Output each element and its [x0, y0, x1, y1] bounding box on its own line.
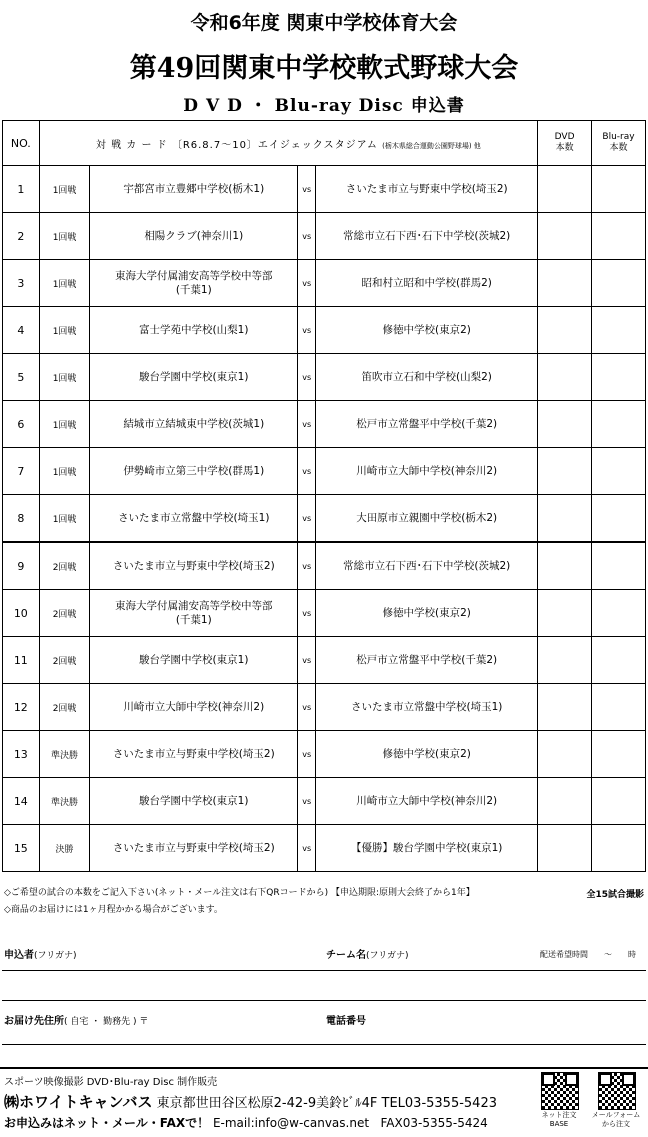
header-dvd [538, 121, 592, 166]
dvd-qty-cell[interactable] [538, 590, 592, 637]
row-home-team [90, 778, 298, 825]
applicant-label [4, 946, 77, 961]
row-vs: vs [298, 542, 316, 590]
company-name: ㈱ホワイトキャンバス [4, 1093, 153, 1111]
row-no: 1 [3, 166, 40, 213]
bluray-qty-cell[interactable] [592, 354, 646, 401]
row-vs: vs [298, 731, 316, 778]
dvd-qty-cell[interactable] [538, 778, 592, 825]
row-away-team: 修徳中学校(東京2) [316, 590, 538, 637]
row-home-team [90, 401, 298, 448]
row-round: 準決勝 [39, 778, 90, 825]
qr-mailform-label: メールフォーム から注文 [591, 1111, 641, 1128]
dvd-qty-cell[interactable] [538, 448, 592, 495]
row-round: 1回戦 [39, 307, 90, 354]
row-no: 10 [3, 590, 40, 637]
header-no: NO. [3, 121, 40, 166]
row-home-team [90, 354, 298, 401]
row-home-team [90, 260, 298, 307]
row-round: 準決勝 [39, 731, 90, 778]
row-no: 14 [3, 778, 40, 825]
bluray-qty-cell[interactable] [592, 166, 646, 213]
table-row [3, 637, 646, 684]
row-round: 1回戦 [39, 166, 90, 213]
phone-label: 電話番号 [326, 1016, 366, 1027]
table-row [3, 590, 646, 637]
row-home-team [90, 542, 298, 590]
table-row [3, 260, 646, 307]
home-team-name: 駿台学園中学校(東京1) [139, 371, 249, 383]
row-round: 1回戦 [39, 401, 90, 448]
home-team-name: 駿台学園中学校(東京1) [139, 795, 249, 807]
dvd-qty-cell[interactable] [538, 825, 592, 872]
bluray-qty-cell[interactable] [592, 307, 646, 354]
home-team-pref: (千葉1) [175, 284, 212, 296]
home-team-name: さいたま市立与野東中学校(埼玉2) [112, 842, 275, 854]
table-row [3, 213, 646, 260]
bluray-qty-cell[interactable] [592, 495, 646, 543]
row-away-team: 川崎市立大師中学校(神奈川2) [316, 778, 538, 825]
email-link[interactable]: E-mail:info@w-canvas.net [212, 1116, 370, 1130]
table-row [3, 731, 646, 778]
bluray-qty-cell[interactable] [592, 731, 646, 778]
row-away-team: 【優勝】駿台学園中学校(東京1) [316, 825, 538, 872]
tournament-title: 第49回関東中学校軟式野球大会 [129, 53, 519, 84]
row-round: 2回戦 [39, 637, 90, 684]
delivery-time-field[interactable]: 配送希望時間 〜 時 [540, 950, 636, 959]
home-team-name: 結城市立結城東中学校(茨城1) [123, 418, 265, 430]
row-vs: vs [298, 401, 316, 448]
row-home-team [90, 448, 298, 495]
row-vs: vs [298, 448, 316, 495]
row-vs: vs [298, 307, 316, 354]
row-home-team [90, 637, 298, 684]
team-label-text: チーム名 [326, 950, 366, 961]
dvd-qty-cell[interactable] [538, 260, 592, 307]
form-title: D V D ・ Blu-ray Disc 申込書 [183, 96, 465, 116]
row-away-team: 常総市立石下西･石下中学校(茨城2) [316, 213, 538, 260]
table-row [3, 825, 646, 872]
footer-service: スポーツ映像撮影 DVD･Blu-ray Disc 制作販売 [4, 1077, 218, 1088]
event-title: 令和6年度 関東中学校体育大会 [190, 12, 458, 34]
order-label: お申込みはネット・メール・FAXで！ [4, 1116, 210, 1130]
note-delivery-time: ◇商品のお届けには1ヶ月程かかる場合がございます。 [4, 905, 223, 915]
table-row [3, 778, 646, 825]
row-no: 4 [3, 307, 40, 354]
row-home-team [90, 495, 298, 543]
table-header [3, 121, 646, 166]
header-match-card-label: 対 戦 カ ー ド 〔R6.8.7〜10〕エイジェックスタジアム [95, 139, 378, 151]
home-team-name: さいたま市立与野東中学校(埼玉2) [112, 560, 275, 572]
row-round: 1回戦 [39, 495, 90, 543]
header-bluray-qty: 本数 [609, 143, 628, 153]
applicant-kana: (フリガナ) [34, 951, 77, 961]
fax-number: FAX03-5355-5424 [380, 1116, 488, 1130]
row-vs: vs [298, 590, 316, 637]
dvd-qty-cell[interactable] [538, 684, 592, 731]
row-home-team [90, 825, 298, 872]
total-games: 全15試合撮影 [586, 890, 644, 900]
dvd-qty-cell[interactable] [538, 213, 592, 260]
row-round: 1回戦 [39, 354, 90, 401]
address-sub: ( 自宅 ・ 勤務先 ) 〒 [64, 1017, 149, 1027]
table-row [3, 401, 646, 448]
row-round: 1回戦 [39, 448, 90, 495]
table-row [3, 448, 646, 495]
row-home-team [90, 213, 298, 260]
home-team-name: 川崎市立大師中学校(神奈川2) [123, 701, 265, 713]
row-no: 6 [3, 401, 40, 448]
bluray-qty-cell[interactable] [592, 825, 646, 872]
bluray-qty-cell[interactable] [592, 448, 646, 495]
row-away-team: 修徳中学校(東京2) [316, 307, 538, 354]
row-home-team [90, 590, 298, 637]
dvd-qty-cell[interactable] [538, 166, 592, 213]
form-divider [2, 1000, 646, 1001]
home-team-name: さいたま市立常盤中学校(埼玉1) [118, 512, 270, 524]
row-vs: vs [298, 825, 316, 872]
row-away-team: 常総市立石下西･石下中学校(茨城2) [316, 542, 538, 590]
row-vs: vs [298, 778, 316, 825]
table-row [3, 684, 646, 731]
row-vs: vs [298, 213, 316, 260]
header-bluray-label: Blu-ray [602, 132, 635, 142]
header-match-card [39, 121, 538, 166]
row-away-team: 松戸市立常盤平中学校(千葉2) [316, 401, 538, 448]
bluray-qty-cell[interactable] [592, 684, 646, 731]
home-team-pref: (千葉1) [175, 614, 212, 626]
home-team-name: 伊勢崎市立第三中学校(群馬1) [123, 465, 265, 477]
row-vs: vs [298, 354, 316, 401]
table-row [3, 542, 646, 590]
row-vs: vs [298, 166, 316, 213]
address-line [2, 1044, 646, 1045]
home-team-name: さいたま市立与野東中学校(埼玉2) [112, 748, 275, 760]
row-no: 7 [3, 448, 40, 495]
row-round: 決勝 [39, 825, 90, 872]
team-label [326, 946, 409, 961]
qr-base-label: ネット注文 BASE [541, 1111, 577, 1128]
row-no: 15 [3, 825, 40, 872]
row-vs: vs [298, 684, 316, 731]
row-round: 2回戦 [39, 542, 90, 590]
row-no: 9 [3, 542, 40, 590]
row-no: 5 [3, 354, 40, 401]
order-table [2, 120, 646, 872]
home-team-name: 東海大学付属浦安高等学校中等部 [115, 600, 273, 612]
header-match-card-venue: (栃木県総合運動公園野球場) 他 [382, 141, 481, 150]
home-team-name: 相陽クラブ(神奈川1) [144, 230, 244, 242]
row-away-team: さいたま市立与野東中学校(埼玉2) [316, 166, 538, 213]
row-away-team: さいたま市立常盤中学校(埼玉1) [316, 684, 538, 731]
row-vs: vs [298, 260, 316, 307]
qr-code-base-icon[interactable] [541, 1072, 579, 1110]
row-away-team: 昭和村立昭和中学校(群馬2) [316, 260, 538, 307]
home-team-name: 富士学苑中学校(山梨1) [139, 324, 249, 336]
row-home-team [90, 166, 298, 213]
bluray-qty-cell[interactable] [592, 213, 646, 260]
row-away-team: 笛吹市立石和中学校(山梨2) [316, 354, 538, 401]
row-no: 12 [3, 684, 40, 731]
row-no: 13 [3, 731, 40, 778]
company-address: 東京都世田谷区松原2-42-9美鈴ﾋﾞﾙ4F TEL03-5355-5423 [156, 1096, 497, 1111]
row-round: 2回戦 [39, 684, 90, 731]
table-row [3, 166, 646, 213]
address-label-text: お届け先住所 [4, 1016, 64, 1027]
applicant-line [2, 970, 646, 971]
header-bluray [592, 121, 646, 166]
row-vs: vs [298, 637, 316, 684]
qr-code-mailform-icon[interactable] [598, 1072, 636, 1110]
row-home-team [90, 684, 298, 731]
dvd-qty-cell[interactable] [538, 495, 592, 543]
dvd-qty-cell[interactable] [538, 542, 592, 590]
bluray-qty-cell[interactable] [592, 590, 646, 637]
row-no: 8 [3, 495, 40, 543]
dvd-qty-cell[interactable] [538, 307, 592, 354]
header-dvd-label: DVD [554, 132, 575, 142]
table-row [3, 495, 646, 543]
row-home-team [90, 307, 298, 354]
row-no: 3 [3, 260, 40, 307]
row-round: 2回戦 [39, 590, 90, 637]
row-home-team [90, 731, 298, 778]
bluray-qty-cell[interactable] [592, 542, 646, 590]
home-team-name: 東海大学付属浦安高等学校中等部 [115, 270, 273, 282]
table-row [3, 307, 646, 354]
dvd-qty-cell[interactable] [538, 354, 592, 401]
table-row [3, 354, 646, 401]
row-round: 1回戦 [39, 213, 90, 260]
row-no: 11 [3, 637, 40, 684]
dvd-qty-cell[interactable] [538, 637, 592, 684]
bluray-qty-cell[interactable] [592, 778, 646, 825]
row-away-team: 大田原市立親園中学校(栃木2) [316, 495, 538, 543]
row-away-team: 修徳中学校(東京2) [316, 731, 538, 778]
row-vs: vs [298, 495, 316, 543]
row-no: 2 [3, 213, 40, 260]
footer-company-line [4, 1091, 497, 1112]
footer-order-line [4, 1114, 488, 1131]
team-kana: (フリガナ) [366, 951, 409, 961]
note-order-instructions: ◇ご希望の試合の本数をご記入下さい(ネット・メール注文は右下QRコードから) 【申込期限:原則大会終了から1年】 [4, 888, 475, 898]
row-round: 1回戦 [39, 260, 90, 307]
address-label [4, 1012, 148, 1027]
dvd-qty-cell[interactable] [538, 731, 592, 778]
home-team-name: 駿台学園中学校(東京1) [139, 654, 249, 666]
footer [0, 1067, 648, 1137]
home-team-name: 宇都宮市立豊郷中学校(栃木1) [123, 183, 265, 195]
header-dvd-qty: 本数 [555, 143, 574, 153]
applicant-label-text: 申込者 [4, 950, 34, 961]
bluray-qty-cell[interactable] [592, 260, 646, 307]
dvd-qty-cell[interactable] [538, 401, 592, 448]
row-away-team: 川崎市立大師中学校(神奈川2) [316, 448, 538, 495]
bluray-qty-cell[interactable] [592, 637, 646, 684]
row-away-team: 松戸市立常盤平中学校(千葉2) [316, 637, 538, 684]
bluray-qty-cell[interactable] [592, 401, 646, 448]
